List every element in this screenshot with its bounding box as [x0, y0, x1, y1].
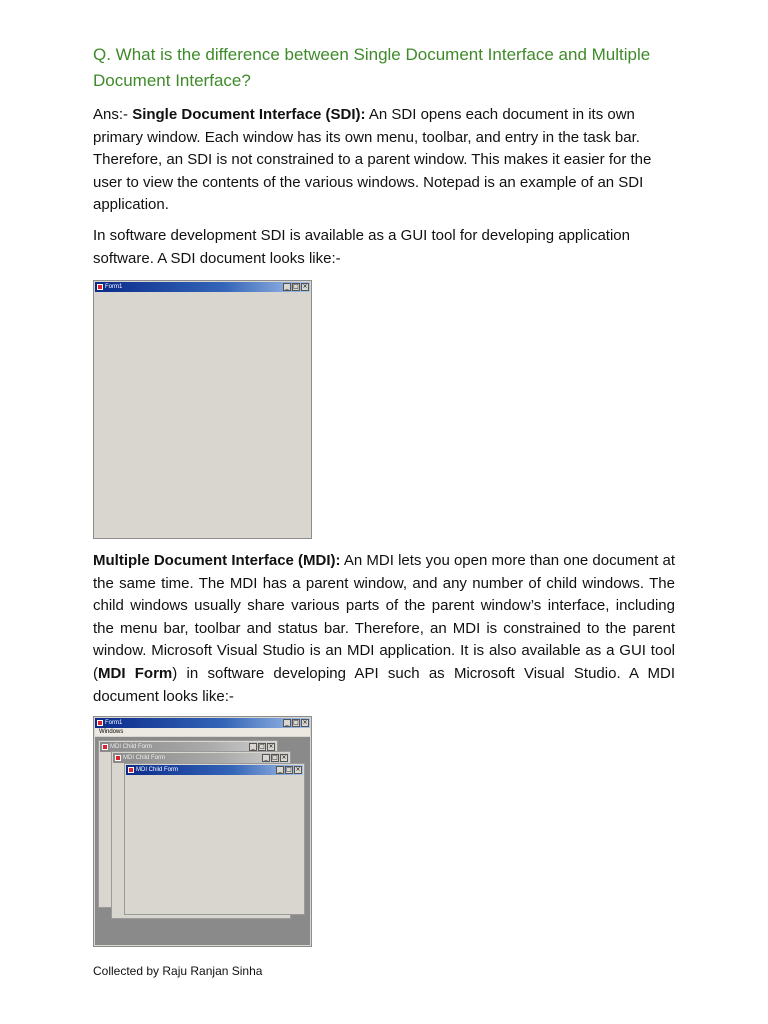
minimize-icon: _	[262, 754, 270, 762]
maximize-icon: □	[286, 766, 292, 773]
caption-buttons	[262, 754, 288, 762]
form-icon	[115, 755, 121, 761]
close-icon: ×	[302, 719, 308, 726]
close-icon: ×	[268, 743, 274, 750]
sdi-titlebar	[95, 282, 310, 292]
minimize-icon: _	[283, 283, 291, 291]
mdi-paragraph	[93, 550, 675, 708]
mdi-definition: An MDI lets you open more than one document at the same time. The MDI has a parent window, and any number of child windows. The child windows usually share various parts of the parent window’s interface, including the menu bar, toolbar and status bar. Therefore, an MDI is constrained to the parent window. Microsoft Visual Studio is an MDI application. It is also available as a GUI tool (	[93, 552, 675, 682]
close-icon: ×	[295, 766, 301, 773]
close-icon: ×	[281, 754, 287, 761]
caption-buttons	[249, 743, 275, 751]
form-icon	[97, 720, 103, 726]
child-titlebar	[113, 753, 289, 763]
document-body	[93, 42, 675, 278]
windows-menu: Windows	[95, 728, 310, 736]
maximize-icon: □	[259, 743, 265, 750]
form-icon	[128, 767, 134, 773]
maximize-icon: □	[293, 719, 299, 726]
question-heading: Q. What is the difference between Single Document Interface and Multiple Document Interface?	[93, 45, 651, 90]
caption-buttons	[276, 766, 302, 774]
form-icon	[102, 744, 108, 750]
child-titlebar	[126, 765, 303, 775]
mdi-form-screenshot	[93, 716, 312, 947]
caption-buttons	[283, 719, 309, 727]
sdi-term: Single Document Interface (SDI):	[132, 106, 366, 123]
sdi-paragraph	[93, 104, 675, 217]
sdi-form-screenshot	[93, 280, 312, 539]
mdi-client-area	[95, 737, 310, 945]
mdi-form-term: MDI Form	[98, 664, 173, 682]
maximize-icon: □	[272, 754, 278, 761]
minimize-icon: _	[276, 766, 284, 774]
mdi-section	[93, 550, 675, 716]
close-icon: ×	[302, 283, 308, 290]
mdi-child-window-active	[124, 763, 305, 915]
mdi-term: Multiple Document Interface (MDI):	[93, 552, 341, 569]
footer-credit: Collected by Raju Ranjan Sinha	[93, 964, 263, 978]
minimize-icon: _	[283, 719, 291, 727]
child-title: MDI Child Form	[136, 767, 179, 773]
mdi-window-title: Form1	[105, 720, 123, 726]
sdi-tool-paragraph: In software development SDI is available as a GUI tool for developing application software. A SDI document looks like:-	[93, 226, 630, 267]
minimize-icon: _	[249, 743, 257, 751]
mdi-titlebar	[95, 718, 310, 728]
maximize-icon: □	[293, 283, 299, 290]
child-title: MDI Child Form	[110, 744, 153, 750]
sdi-window-title: Form1	[105, 284, 123, 290]
sdi-definition: An SDI opens each document in its own primary window. Each window has its own menu, toolbar, and entry in the task bar. Therefore, an SDI is not constrained to a parent window. This makes it easier for the user to view the contents of the various windows. Notepad is an example of an SDI application.	[93, 106, 652, 214]
form-icon	[97, 284, 103, 290]
mdi-definition-end: ) in software developing API such as Microsoft Visual Studio. A MDI document looks like:-	[93, 664, 675, 705]
answer-prefix: Ans:-	[93, 106, 133, 123]
child-title: MDI Child Form	[123, 755, 166, 761]
caption-buttons	[283, 283, 309, 291]
